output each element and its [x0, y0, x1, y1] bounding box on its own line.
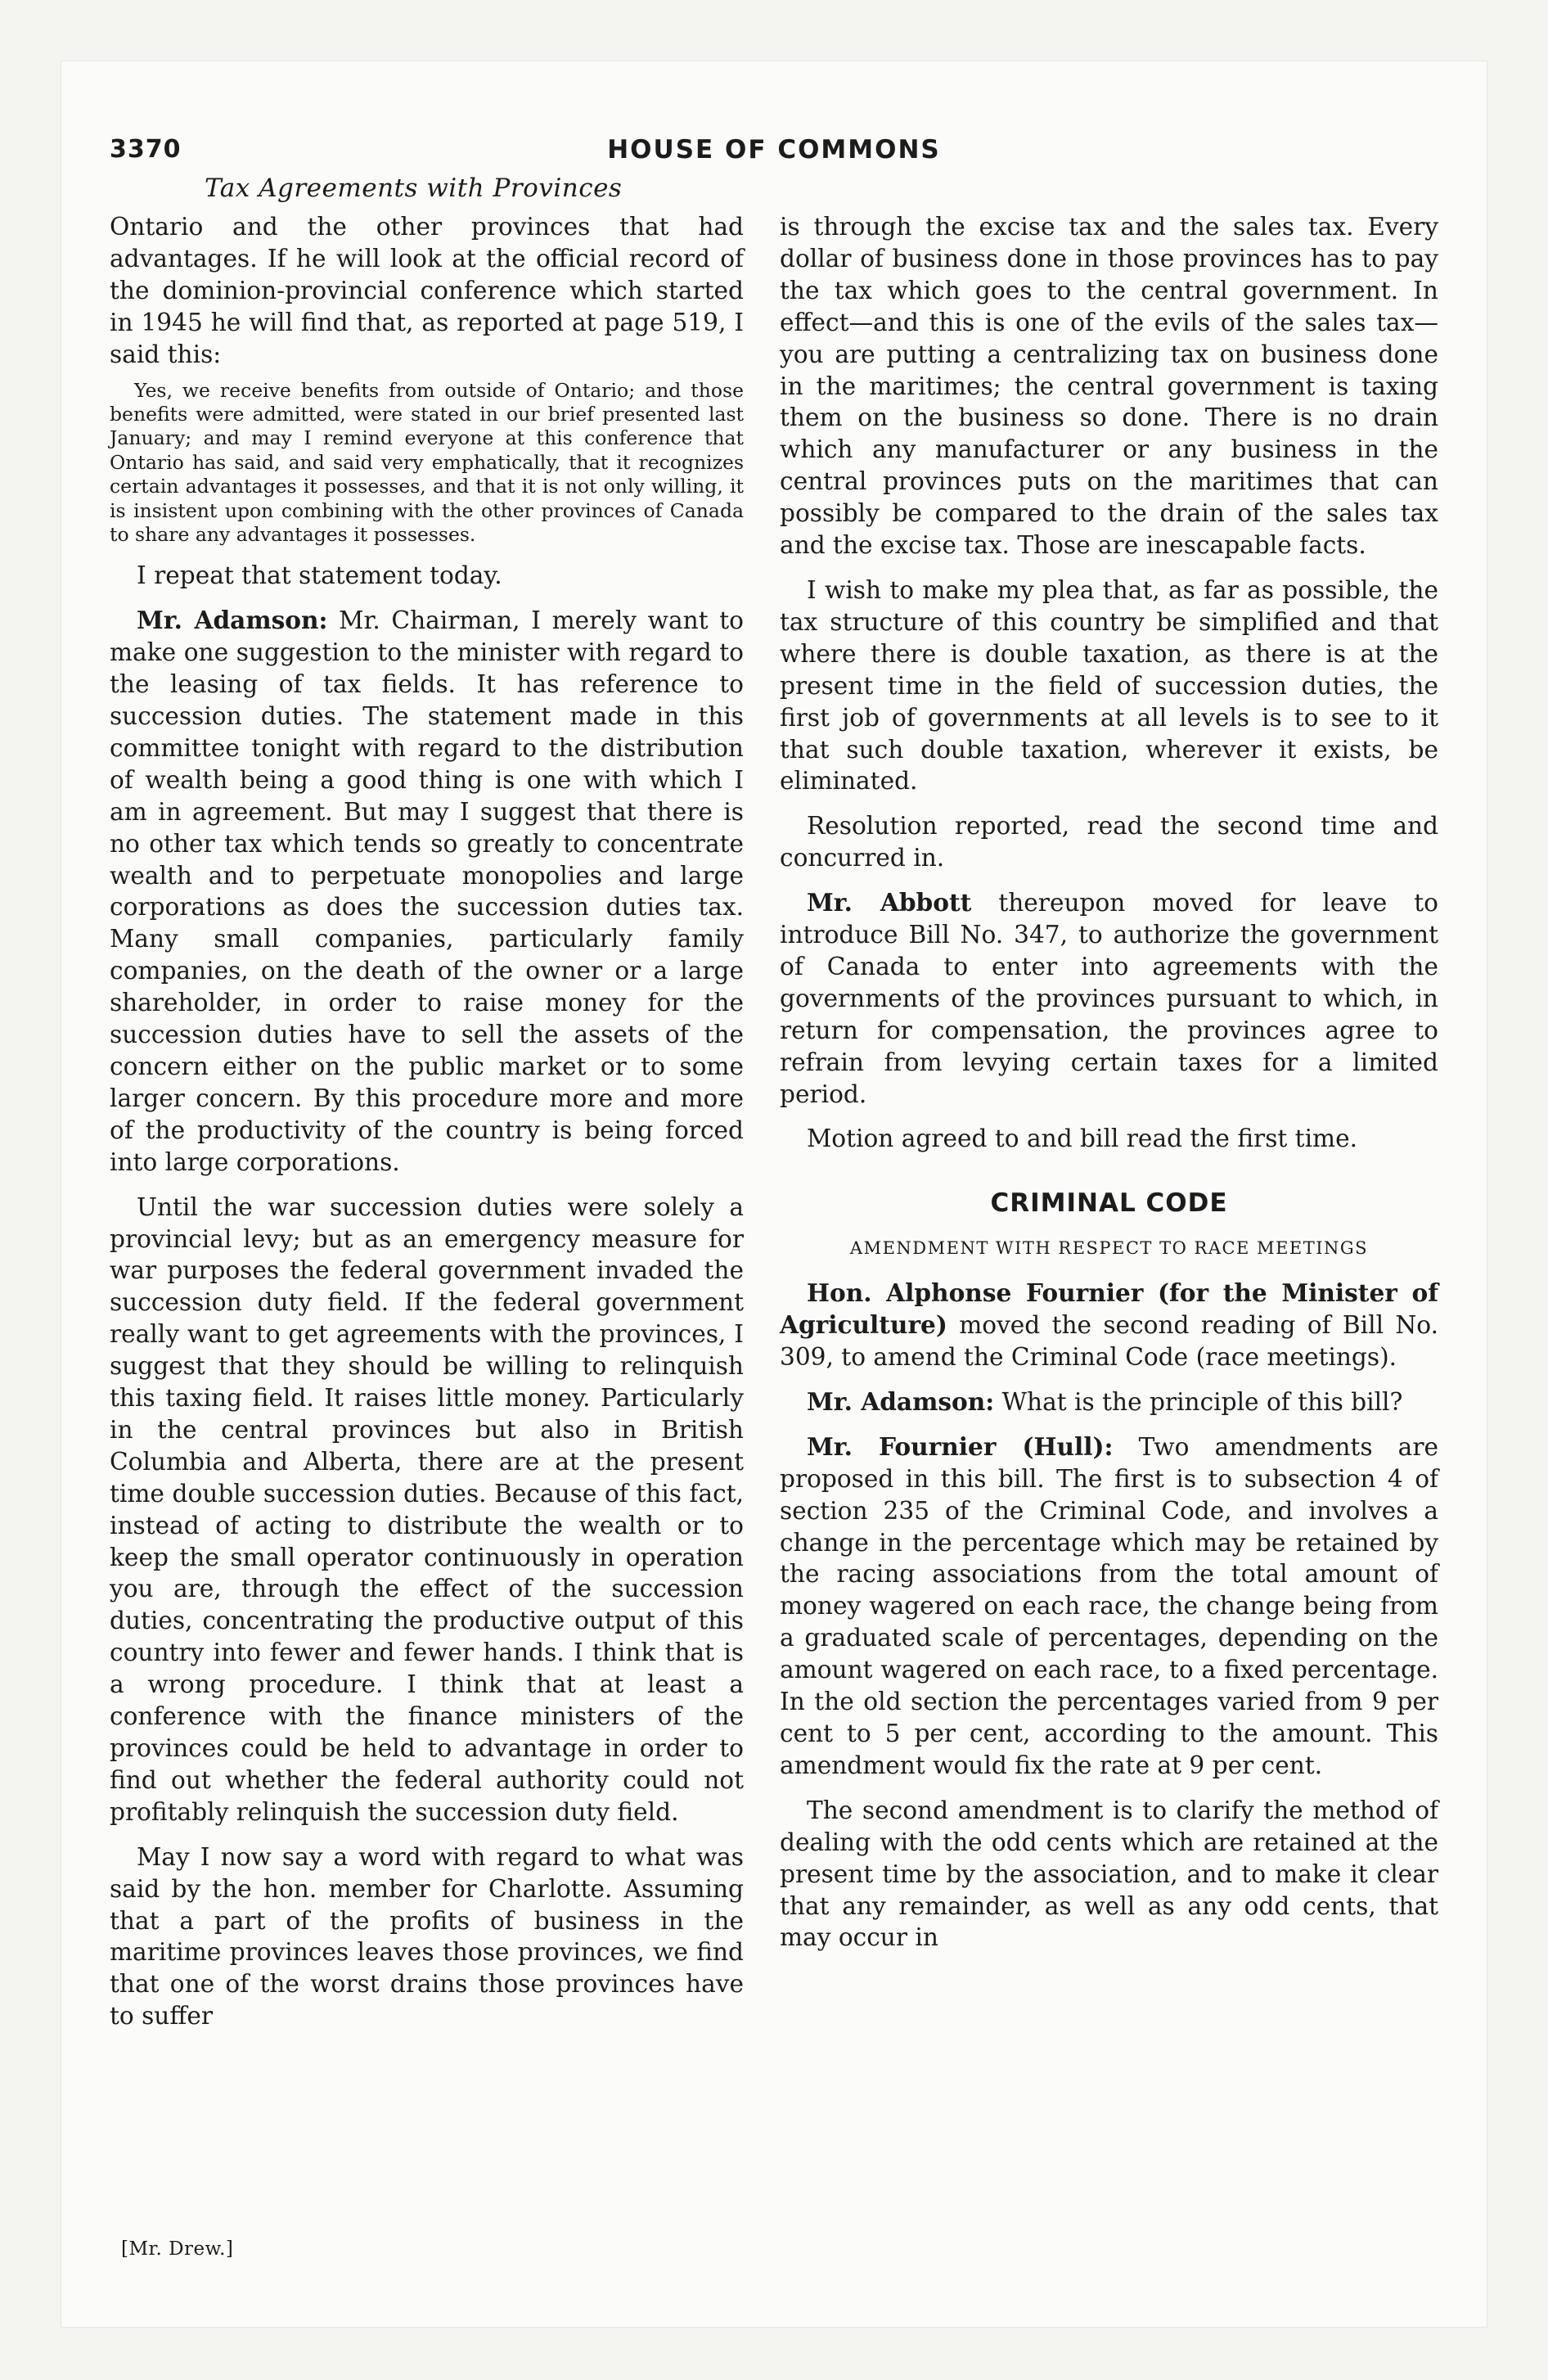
right-paragraph-7 [780, 1386, 1438, 1418]
speech-text: Two amendments are proposed in this bill. The first is to subsection 4 of section 235 of the Criminal Code, and involves a change in the percentage which may be retained by the racing associations from the total amount of money wagered on each race, the change being from a graduated scale of percentages, depending on the amount wagered on each race, to a fixed percentage. In the old section the percentages varied from 9 per cent to 5 per cent, according to the amount. This amendment would fix the rate at 9 per cent. [780, 1432, 1438, 1779]
right-paragraph-4 [780, 887, 1438, 1110]
speaker-name: Mr. Abbott [807, 888, 972, 917]
block-quote: Yes, we receive benefits from outside of Ontario; and those benefits were admitted, were stated in our brief presented last January; and may I remind everyone at this conference that Ontario has said, and said very emphatically, that it recognizes certain advantages it possesses, and that it is not only willing, it is insistent upon combining with the other provinces of Canada to share any advantages it possesses. [110, 378, 744, 546]
section-subtitle: AMENDMENT WITH RESPECT TO RACE MEETINGS [849, 1238, 1369, 1259]
speaker-name: Hon. Alphonse Fournier (for the Minister of Agriculture) [780, 1278, 1438, 1340]
speaker-name: Mr. Adamson: [137, 606, 328, 635]
section-title: CRIMINAL CODE [990, 1188, 1228, 1219]
speech-text: Mr. Chairman, I merely want to make one suggestion to the minister with regard to the leasing of tax fields. It has reference to succession duties. The statement made in this committee tonight with regard to the distribution of wealth being a good thing is one with which I am in agreement. But may I suggest that there is no other tax which tends so greatly to concentrate wealth and to perpetuate monopolies and large corporations as does the succession duties tax. Many small companies, particularly family companies, on the death of the owner or a large shareholder, in order to raise money for the succession duties have to sell the assets of the concern either on the public market or to some larger concern. By this procedure more and more of the productivity of the country is being forced into large corporations. [110, 606, 744, 1176]
left-paragraph-5: May I now say a word with regard to what was said by the hon. member for Charlotte. Assuming that a part of the profits of business in the maritime provinces leaves those provinces, we find that one of the worst drains those provinces have to suffer [110, 1842, 744, 2031]
right-paragraph-5: Motion agreed to and bill read the first time. [807, 1125, 1358, 1153]
speaker-name: Mr. Adamson: [807, 1386, 995, 1416]
page-number: 3370 [110, 135, 182, 164]
right-paragraph-9: The second amendment is to clarify the method of dealing with the odd cents which are retained at the present time by the association, and to make it clear that any remainder, as well as any odd cents, that may occur in [780, 1796, 1438, 1952]
right-paragraph-3: Resolution reported, read the second time and concurred in. [780, 812, 1438, 872]
left-paragraph-2: I repeat that statement today. [137, 561, 502, 590]
speech-text: What is the principle of this bill? [994, 1387, 1403, 1416]
speech-text: moved the second reading of Bill No. 309, to amend the Criminal Code (race meetings). [780, 1311, 1438, 1371]
page-header [110, 135, 1438, 176]
left-paragraph-1: Ontario and the other provinces that had advantages. If he will look at the official record of the dominion-provincial conference which started in 1945 he will find that, as reported at page 519, I said this: [110, 213, 744, 368]
page-footer: [Mr. Drew.] [121, 2238, 234, 2260]
header-title: HOUSE OF COMMONS [607, 135, 941, 165]
right-paragraph-1: is through the excise tax and the sales tax. Every dollar of business done in those provinces has to pay the tax which goes to the central government. In effect—and this is one of the evils of the sales tax—you are putting a centralizing tax on business done in the maritimes; the central government is taxing them on the business so done. There is no drain which any manufacturer or any business in the central provinces puts on the maritimes that can possibly be compared to the drain of the sales tax and the excise tax. Those are inescapable facts. [780, 213, 1438, 560]
left-paragraph-4: Until the war succession duties were solely a provincial levy; but as an emergency measure for war purposes the federal government invaded the succession duty field. If the federal government really want to get agreements with the provinces, I suggest that they should be willing to relinquish this taxing field. It raises little money. Particularly in the central provinces but also in British Columbia and Alberta, there are at the present time double succession duties. Because of this fact, instead of acting to distribute the wealth or to keep the small operator continuously in operation you are, through the effect of the succession duties, concentrating the productive output of this country into fewer and fewer hands. I think that is a wrong procedure. I think that at least a conference with the finance ministers of the provinces could be held to advantage in order to find out whether the federal authority could not profitably relinquish the succession duty field. [110, 1192, 744, 1826]
right-paragraph-8 [780, 1431, 1438, 1782]
right-paragraph-2: I wish to make my plea that, as far as possible, the tax structure of this country be simplified and that where there is double taxation, as there is at the present time in the field of succession duties, the first job of governments at all levels is to see to it that such double taxation, wherever it exists, be eliminated. [780, 575, 1438, 796]
speech-text: thereupon moved for leave to introduce Bill No. 347, to authorize the government of Canada to enter into agreements with the governments of the provinces pursuant to which, in return for compensation, the provinces agree to refrain from levying certain taxes for a limited period. [780, 889, 1438, 1108]
speaker-name: Mr. Fournier (Hull): [807, 1431, 1114, 1461]
left-paragraph-3 [110, 605, 744, 1178]
running-title: Tax Agreements with Provinces [205, 174, 623, 203]
right-paragraph-6 [780, 1278, 1438, 1373]
left-column [110, 211, 744, 2032]
right-column [780, 211, 1438, 1954]
